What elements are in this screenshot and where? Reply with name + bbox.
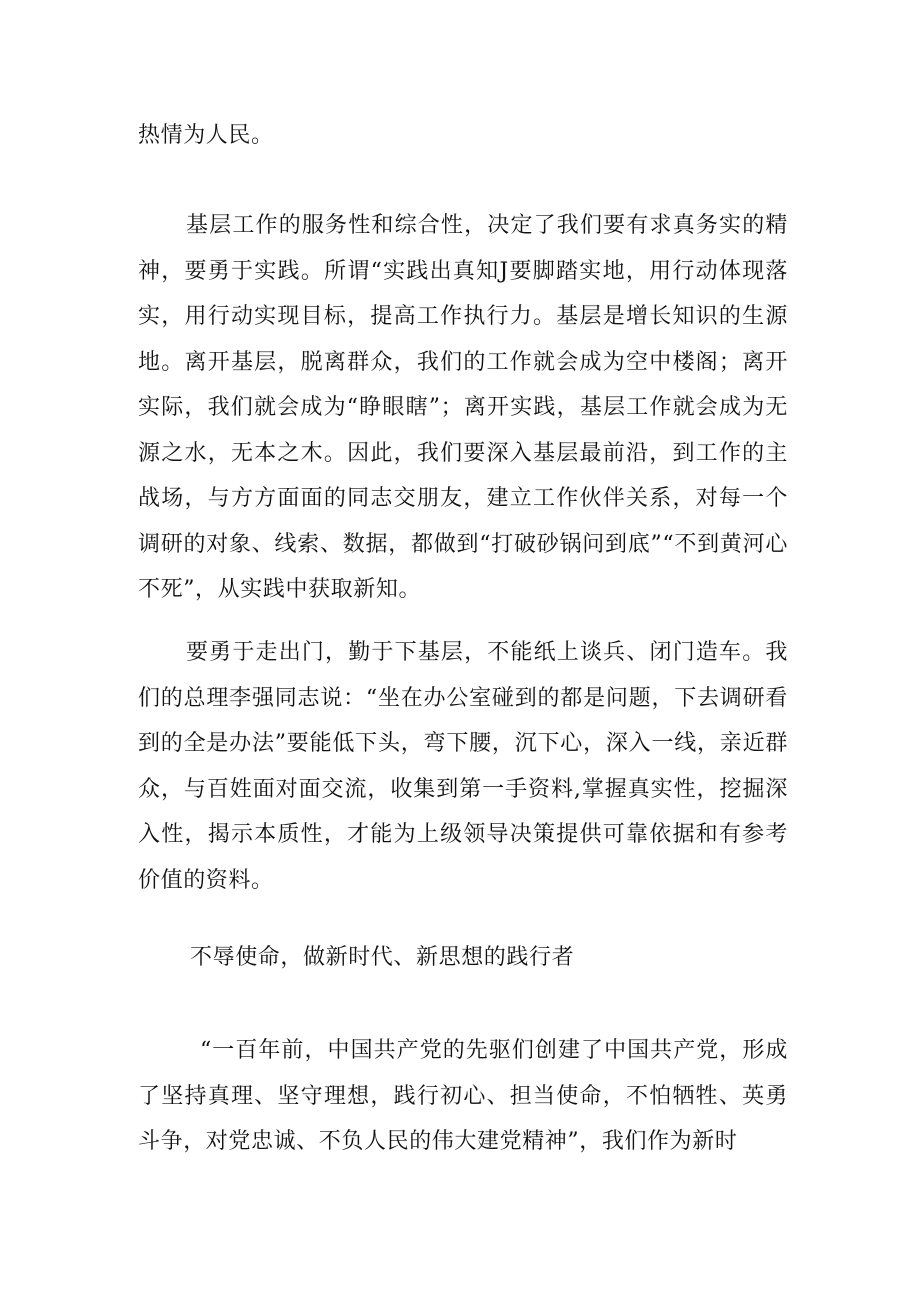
paragraph-practice: 基层工作的服务性和综合性，决定了我们要有求真务实的精神，要勇于实践。所谓“实践出真知J要脚踏实地，用行动体现落实，用行动实现目标，提高工作执行力。基层是增长知识的生源地。离开基层，脱离群众，我们的工作就会成为空中楼阁；离开实际，我们就会成为“睁眼瞎”；离开实践，基层工作就会成为无源之水，无本之木。因此，我们要深入基层最前沿，到工作的主战场，与方方面面的同志交朋友，建立工作伙伴关系，对每一个调研的对象、线索、数据，都做到“打破砂锅问到底”“不到黄河心不死”，从实践中获取新知。 (138, 213, 788, 602)
paragraph-party-spirit: “一百年前，中国共产党的先驱们创建了中国共产党，形成了坚持真理、坚守理想，践行初心、担当使命，不怕牺牲、英勇斗争，对党忠诚、不负人民的伟大建党精神”，我们作为新时 (138, 1038, 788, 1154)
paragraph-field-research: 要勇于走出门，勤于下基层，不能纸上谈兵、闭门造车。我们的总理李强同志说：“坐在办公室碰到的都是问题，下去调研看到的全是办法”要能低下头，弯下腰，沉下心，深入一线，亲近群众，与百姓面对面交流，收集到第一手资料,掌握真实性，挖掘深入性，揭示本质性，才能为上级领导决策提供可靠依据和有参考价值的资料。 (138, 640, 788, 893)
paragraph-continuation: 热情为人民。 (138, 123, 274, 148)
section-heading: 不辱使命，做新时代、新思想的践行者 (190, 945, 575, 970)
